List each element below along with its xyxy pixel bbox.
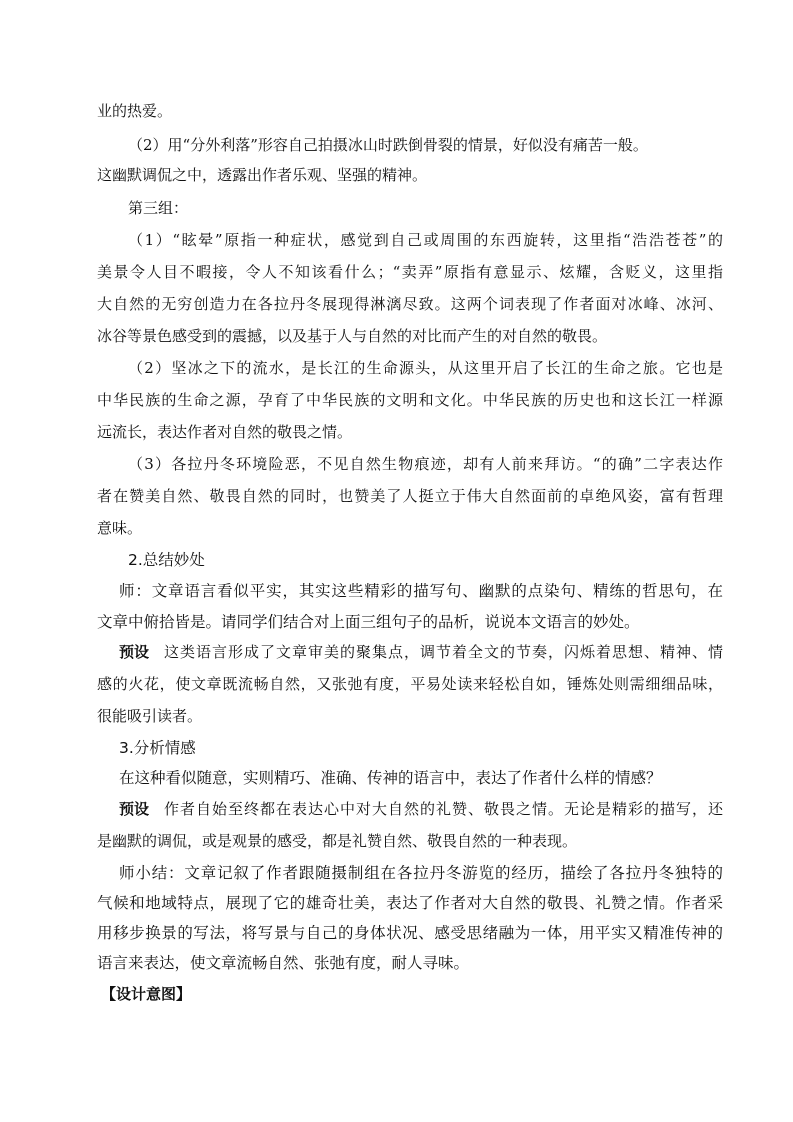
- paragraph-line: 这幽默调侃之中，透露出作者乐观、坚强的精神。: [97, 166, 428, 184]
- paragraph-line: （1）“眩晕”原指一种症状，感觉到自己或周围的东西旋转，这里指“浩浩苍苍”的: [128, 231, 723, 249]
- paragraph-line: 师：文章语言看似平实，其实这些精彩的描写句、幽默的点染句、精练的哲思句，在: [119, 582, 723, 600]
- paragraph-line: 大自然的无穷创造力在各拉丹冬展现得淋漓尽致。这两个词表现了作者面对冰峰、冰河、: [97, 295, 723, 313]
- paragraph-line: 作者自始至终都在表达心中对大自然的礼赞、敬畏之情。无论是精彩的描写，还: [164, 800, 723, 818]
- preset-label: 预设: [119, 643, 150, 661]
- paragraph-line: 感的火花，使文章既流畅自然，又张弛有度，平易处读来轻松自如，锤炼处则需细细品味，: [97, 675, 723, 693]
- preset-label: 预设: [119, 800, 150, 818]
- paragraph-line: 师小结：文章记叙了作者跟随摄制组在各拉丹冬游览的经历，描绘了各拉丹冬独特的: [119, 864, 723, 882]
- paragraph-line: 气候和地域特点，展现了它的雄奇壮美，表达了作者对大自然的敬畏、礼赞之情。作者采: [97, 894, 723, 912]
- paragraph-line: 者在赞美自然、敬畏自然的同时，也赞美了人挺立于伟大自然面前的卓绝风姿，富有哲理: [97, 487, 723, 505]
- paragraph-line: 远流长，表达作者对自然的敬畏之情。: [97, 423, 353, 441]
- section-heading: 3.分析情感: [119, 739, 196, 757]
- paragraph-line: （3）各拉丹冬环境险恶，不见自然生物痕迹，却有人前来拜访。“的确”二字表达作: [128, 455, 723, 473]
- paragraph-line: （2）用“分外利落”形容自己拍摄冰山时跌倒骨裂的情景，好似没有痛苦一般。: [128, 136, 648, 154]
- paragraph-line: 语言来表达，使文章流畅自然、张弛有度，耐人寻味。: [97, 954, 470, 972]
- paragraph-line: 用移步换景的写法，将写景与自己的身体状况、感受思绪融为一体，用平实又精准传神的: [97, 924, 723, 942]
- paragraph-line: 意味。: [97, 519, 143, 537]
- paragraph-line: 业的热爱。: [97, 102, 173, 120]
- paragraph-line: （2）坚冰之下的流水，是长江的生命源头，从这里开启了长江的生命之旅。它也是: [128, 359, 723, 377]
- paragraph-line: 美景令人目不暇接，令人不知该看什么；“卖弄”原指有意显示、炫耀，含贬义，这里指: [97, 263, 723, 281]
- paragraph-line: 很能吸引读者。: [97, 707, 203, 725]
- paragraph-line: 是幽默的调侃，或是观景的感受，都是礼赞自然、敬畏自然的一种表现。: [97, 832, 578, 850]
- paragraph-line: 中华民族的生命之源，孕育了中华民族的文明和文化。中华民族的历史也和这长江一样源: [97, 391, 723, 409]
- question-line: 在这种看似随意，实则精巧、准确、传神的语言中，表达了作者什么样的情感？: [119, 769, 662, 787]
- section-heading: 2.总结妙处: [128, 551, 205, 569]
- paragraph-line: 文章中俯拾皆是。请同学们结合对上面三组句子的品析，说说本文语言的妙处。: [97, 613, 640, 631]
- paragraph-line: 冰谷等景色感受到的震撼，以及基于人与自然的对比而产生的对自然的敬畏。: [97, 327, 608, 345]
- paragraph-line: 这类语言形成了文章审美的聚集点，调节着全文的节奏，闪烁着思想、精神、情: [164, 643, 723, 661]
- design-intent-heading: 【设计意图】: [101, 985, 192, 1003]
- group-label: 第三组：: [128, 199, 189, 217]
